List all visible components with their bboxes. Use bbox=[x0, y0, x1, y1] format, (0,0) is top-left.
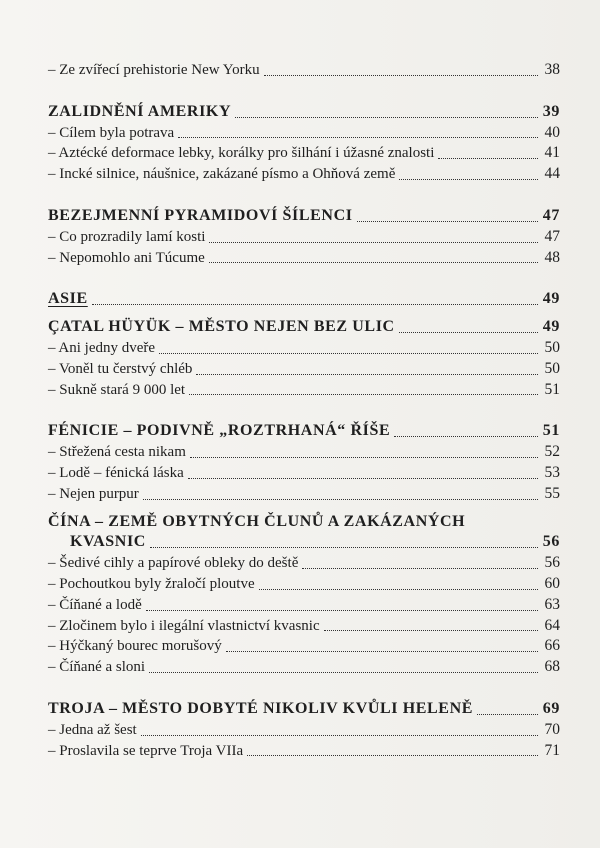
dot-leader bbox=[324, 630, 538, 631]
toc-chapter[interactable] bbox=[48, 421, 560, 442]
toc-entry-title: – Zločinem bylo i ilegální vlastnictví kvasnic bbox=[48, 617, 320, 634]
toc-page-number: 49 bbox=[542, 290, 560, 308]
toc-page-number: 66 bbox=[544, 637, 560, 655]
toc-entry[interactable] bbox=[48, 380, 560, 401]
toc-page-number: 44 bbox=[544, 165, 560, 183]
dot-leader bbox=[259, 589, 538, 590]
toc-page-number: 68 bbox=[544, 658, 560, 676]
toc-page-number: 38 bbox=[544, 61, 560, 78]
dot-leader bbox=[141, 735, 538, 736]
toc-entry-title: – Ze zvířecí prehistorie New Yorku bbox=[48, 62, 260, 78]
toc-page-number: 56 bbox=[542, 533, 560, 551]
toc-entry-title: – Nepomohlo ani Túcume bbox=[48, 249, 205, 266]
toc-page-number: 39 bbox=[542, 102, 560, 120]
toc-entry-title: – Šedivé cihly a papírové obleky do deště bbox=[48, 555, 299, 572]
toc-entry-title: – Jedna až šest bbox=[48, 721, 137, 738]
toc-entry[interactable] bbox=[48, 463, 560, 484]
toc-page-number: 70 bbox=[544, 720, 560, 738]
toc-entry[interactable] bbox=[48, 143, 560, 164]
toc-entry-title: – Střežená cesta nikam bbox=[48, 444, 186, 461]
toc-page-number: 55 bbox=[544, 484, 560, 502]
table-of-contents bbox=[48, 60, 560, 761]
toc-chapter[interactable] bbox=[48, 512, 560, 533]
toc-entry[interactable] bbox=[48, 123, 560, 144]
toc-entry[interactable] bbox=[48, 248, 560, 269]
dot-leader bbox=[143, 499, 538, 500]
toc-entry[interactable] bbox=[48, 616, 560, 637]
dot-leader bbox=[302, 568, 538, 569]
toc-entry-title: – Aztécké deformace lebky, korálky pro šilhání i úžasné znalosti bbox=[48, 145, 435, 162]
dot-leader bbox=[92, 304, 538, 305]
toc-page-number: 50 bbox=[544, 338, 560, 356]
dot-leader bbox=[209, 242, 538, 243]
toc-chapter[interactable] bbox=[48, 699, 560, 720]
dot-leader bbox=[188, 478, 538, 479]
toc-page-number: 50 bbox=[544, 359, 560, 377]
toc-page-number: 53 bbox=[544, 463, 560, 481]
toc-entry[interactable] bbox=[48, 636, 560, 657]
dot-leader bbox=[159, 353, 538, 354]
toc-entry[interactable] bbox=[48, 657, 560, 678]
toc-entry[interactable] bbox=[48, 720, 560, 741]
chapter-title: ÇATAL HÜYÜK – MĚSTO NEJEN BEZ ULIC bbox=[48, 318, 395, 336]
toc-entry[interactable] bbox=[48, 741, 560, 762]
dot-leader bbox=[189, 394, 538, 395]
dot-leader bbox=[149, 672, 538, 673]
chapter-title-continuation: KVASNIC bbox=[70, 533, 146, 551]
toc-page-number: 64 bbox=[544, 616, 560, 634]
toc-entry[interactable] bbox=[48, 484, 560, 505]
toc-chapter[interactable] bbox=[48, 206, 560, 227]
toc-part[interactable] bbox=[48, 289, 560, 310]
dot-leader bbox=[438, 158, 538, 159]
toc-page-number: 48 bbox=[544, 248, 560, 266]
toc-entry[interactable] bbox=[48, 338, 560, 359]
toc-entry[interactable] bbox=[48, 553, 560, 574]
chapter-title: ČÍNA – ZEMĚ OBYTNÝCH ČLUNŮ A ZAKÁZANÝCH bbox=[48, 512, 466, 530]
toc-page-number: 56 bbox=[544, 554, 560, 572]
dot-leader bbox=[146, 610, 538, 611]
dot-leader bbox=[196, 374, 538, 375]
dot-leader bbox=[247, 755, 538, 756]
toc-chapter[interactable] bbox=[48, 317, 560, 338]
dot-leader bbox=[399, 179, 538, 180]
toc-entry[interactable] bbox=[48, 359, 560, 380]
dot-leader bbox=[235, 117, 538, 118]
toc-page-number: 51 bbox=[544, 380, 560, 398]
toc-entry-title: – Hýčkaný bourec morušový bbox=[48, 638, 222, 655]
toc-page-number: 60 bbox=[544, 574, 560, 592]
toc-page-number: 40 bbox=[544, 123, 560, 141]
chapter-title: TROJA – MĚSTO DOBYTÉ NIKOLIV KVŮLI HELENĚ bbox=[48, 699, 473, 717]
dot-leader bbox=[226, 651, 538, 652]
part-title: ASIE bbox=[48, 290, 88, 308]
chapter-title: FÉNICIE – PODIVNĚ „ROZTRHANÁ“ ŘÍŠE bbox=[48, 422, 391, 440]
dot-leader bbox=[399, 332, 538, 333]
toc-entry-title: – Sukně stará 9 000 let bbox=[48, 381, 186, 398]
toc-chapter-continuation[interactable] bbox=[48, 532, 560, 553]
toc-entry-title: – Číňané a sloni bbox=[48, 659, 146, 676]
toc-entry-title: – Cílem byla potrava bbox=[48, 124, 175, 141]
dot-leader bbox=[209, 262, 538, 263]
toc-entry-title: – Ani jedny dveře bbox=[48, 339, 156, 356]
toc-entry-title: – Pochoutkou byly žraločí ploutve bbox=[48, 575, 255, 592]
toc-entry[interactable] bbox=[48, 60, 560, 81]
chapter-title: ZALIDNĚNÍ AMERIKY bbox=[48, 102, 232, 120]
toc-entry[interactable] bbox=[48, 442, 560, 463]
toc-page-number: 51 bbox=[542, 422, 560, 440]
toc-entry[interactable] bbox=[48, 595, 560, 616]
toc-entry[interactable] bbox=[48, 574, 560, 595]
toc-page-number: 47 bbox=[544, 227, 560, 245]
toc-page-number: 49 bbox=[542, 318, 560, 336]
toc-page-number: 41 bbox=[544, 144, 560, 162]
toc-page-number: 52 bbox=[544, 443, 560, 461]
toc-entry[interactable] bbox=[48, 164, 560, 185]
dot-leader bbox=[477, 714, 538, 715]
dot-leader bbox=[394, 436, 538, 437]
dot-leader bbox=[190, 457, 538, 458]
toc-page-number: 69 bbox=[542, 699, 560, 717]
toc-page-number: 63 bbox=[544, 595, 560, 613]
dot-leader bbox=[150, 547, 538, 548]
toc-page-number: 47 bbox=[542, 206, 560, 224]
toc-entry[interactable] bbox=[48, 227, 560, 248]
toc-entry-title: – Číňané a lodě bbox=[48, 596, 142, 613]
toc-entry-title: – Nejen purpur bbox=[48, 485, 139, 502]
dot-leader bbox=[264, 75, 538, 76]
toc-chapter[interactable] bbox=[48, 102, 560, 123]
toc-entry-title: – Lodě – fénická láska bbox=[48, 464, 184, 481]
toc-page-number: 71 bbox=[544, 741, 560, 759]
toc-entry-title: – Co prozradily lamí kosti bbox=[48, 228, 206, 245]
dot-leader bbox=[357, 221, 538, 222]
chapter-title: BEZEJMENNÍ PYRAMIDOVÍ ŠÍLENCI bbox=[48, 206, 353, 224]
toc-entry-title: – Proslavila se teprve Troja VIIa bbox=[48, 742, 244, 759]
dot-leader bbox=[178, 137, 538, 138]
toc-entry-title: – Voněl tu čerstvý chléb bbox=[48, 360, 193, 377]
toc-entry-title: – Incké silnice, náušnice, zakázané písmo a Ohňová země bbox=[48, 166, 396, 183]
